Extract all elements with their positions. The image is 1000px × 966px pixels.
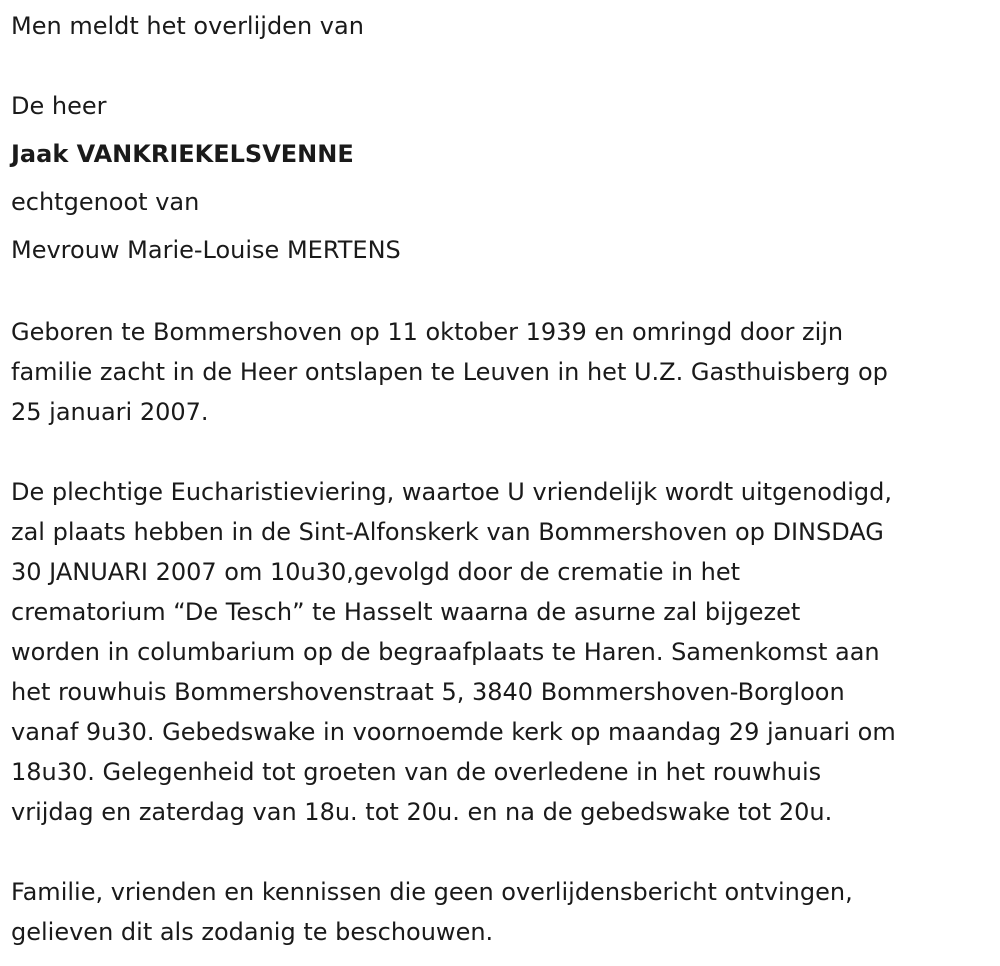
honorific: De heer bbox=[11, 92, 107, 120]
spouse-name: Mevrouw Marie-Louise MERTENS bbox=[11, 236, 401, 264]
relation-text: echtgenoot van bbox=[11, 188, 200, 216]
closing-paragraph: Familie, vrienden en kennissen die geen overlijdensbericht ontvingen, gelieven dit als zodanig te beschouwen. bbox=[11, 878, 853, 946]
ceremony-paragraph: De plechtige Eucharistieviering, waartoe U vriendelijk wordt uitgenodigd, zal plaats hebben in de Sint-Alfonskerk van Bommershoven op DINSDAG 30 JANUARI 2007 om 10u30,gevolgd door de crematie in het crematorium “De Tesch” te Hasselt waarna de asurne zal bijgezet worden in columbarium op de begraafplaats te Haren. Samenkomst aan het rouwhuis Bommershovenstraat 5, 3840 Bommershoven-Borgloon vanaf 9u30. Gebedswake in voornoemde kerk op maandag 29 januari om 18u30. Gelegenheid tot groeten van de overledene in het rouwhuis vrijdag en zaterdag van 18u. tot 20u. en na de gebedswake tot 20u. bbox=[11, 478, 896, 826]
death-notice bbox=[11, 0, 996, 952]
birth-death-paragraph: Geboren te Bommershoven op 11 oktober 1939 en omringd door zijn familie zacht in de Heer ontslapen te Leuven in het U.Z. Gasthuisberg op 25 januari 2007. bbox=[11, 318, 888, 426]
intro-text: Men meldt het overlijden van bbox=[11, 12, 364, 40]
deceased-name: Jaak VANKRIEKELSVENNE bbox=[11, 140, 354, 168]
